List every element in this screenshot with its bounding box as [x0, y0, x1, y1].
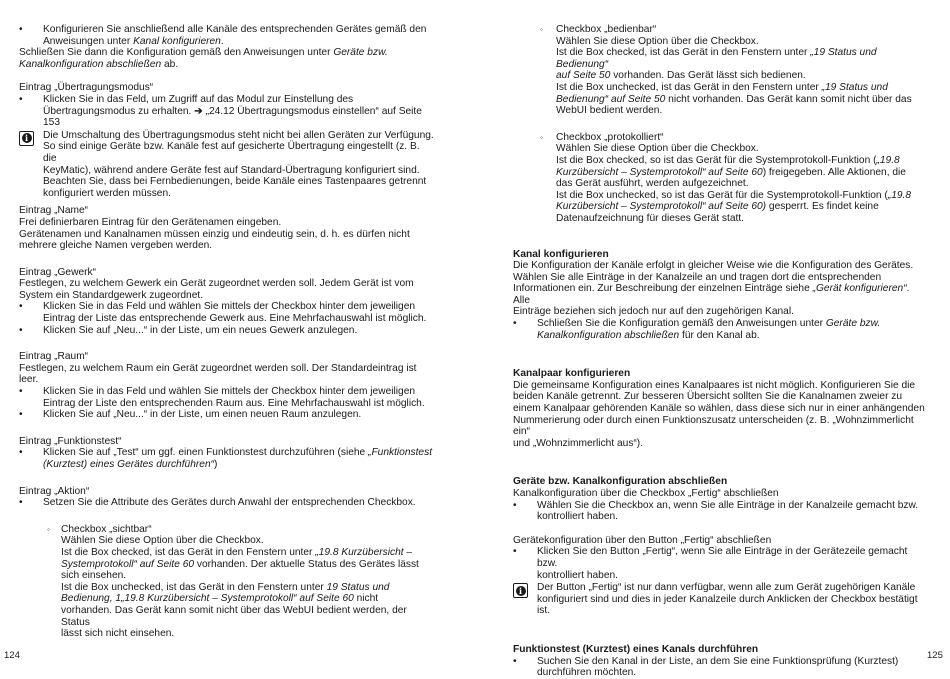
entry-title: Eintrag „Name“	[19, 205, 89, 217]
section-heading: Funktionstest (Kurztest) eines Kanals durchführen	[513, 643, 759, 655]
paragraph: Festlegen, zu welchem Gewerk ein Gerät zugeordnet werden soll. Jedem Gerät ist vom System ein Standardgewerk zugeordnet.	[19, 278, 414, 301]
entry-title: Eintrag „Aktion“	[19, 485, 90, 497]
list-item: • Klicken Sie in das Feld und wählen Sie mittels der Checkbox hinter dem jeweiligen Eintrag der Liste den entsprechenden Raum aus. Eine Mehrfachauswahl ist möglich.	[19, 386, 425, 409]
left-page	[19, 24, 434, 640]
list-item: • Wählen Sie die Checkbox an, wenn Sie alle Einträge in der Kanalzeile gemacht bzw. kontrolliert haben.	[513, 499, 919, 523]
checkbox-option-bedienbar: ◦ Checkbox „bedienbar“ Wählen Sie diese Option über die Checkbox. Ist die Box checked, ist das Gerät in den Fenstern unter „19 Status und Bedienung“ auf Seite 50 vorhanden. Das Gerät lässt sich bedienen. Ist die Box unchecked, ist das Gerät in den Fenstern unter „19 Status und Bedienung“ auf Seite 50 nicht vorhanden. Das Gerät kann somit nicht über das WebUI bedient werden.	[540, 24, 912, 117]
entry-title: Eintrag „Funktionstest“	[19, 435, 122, 447]
entry-title: Eintrag „Gewerk“	[19, 266, 96, 278]
list-item: • Schließen Sie die Konfiguration gemäß den Anweisungen unter Geräte bzw. Kanalkonfiguration abschließen für den Kanal ab.	[513, 318, 881, 341]
section-heading: Kanal konfigurieren	[513, 248, 609, 260]
list-item: • Klicken Sie auf „Neu...“ in der Liste, um ein neues Gewerk anzulegen.	[19, 324, 358, 336]
info-icon: i	[513, 583, 528, 598]
info-icon: i	[19, 131, 34, 146]
entry-title: Eintrag „Raum“	[19, 351, 89, 363]
list-item: • Konfigurieren Sie anschließend alle Kanäle des entsprechenden Gerätes gemäß den Anweisungen unter Kanal konfigurieren.	[19, 24, 427, 47]
checkbox-option-sichtbar: ◦ Checkbox „sichtbar“ Wählen Sie diese Option über die Checkbox. Ist die Box checked, ist das Gerät in den Fenstern unter „19.8 Kurzübersicht – Systemprotokoll“ auf Seite 60 vorhanden. Der aktuelle Status des Gerätes lässt sich einsehen. Ist die Box unchecked, ist das Gerät in den Fenstern unter 19 Status und Bedienung, 1„19.8 Kurzübersicht – Systemprotokoll“ auf Seite 60 nicht vorhanden. Das Gerät kann somit nicht über das WebUI bedient werden, der Status lässt sich nicht einsehen.	[47, 523, 419, 640]
section-heading: Kanalpaar konfigurieren	[513, 368, 631, 380]
section-heading: Geräte bzw. Kanalkonfiguration abschließen	[513, 476, 728, 488]
checkbox-bullet: ◦	[540, 132, 543, 142]
paragraph: Die Konfiguration der Kanäle erfolgt in gleicher Weise wie die Konfiguration des Gerätes. Wählen Sie alle Einträge in der Kanalzeile an und tragen dort die entsprechenden Informationen ein. Zur Beschreibung der einzelnen Einträge siehe „Gerät konfigurieren“. Alle Einträge beziehen sich jedoch nur auf den zugehörigen Kanal.	[513, 260, 914, 318]
entry-title: Eintrag „Übertragungsmodus“	[19, 82, 154, 94]
paragraph: Frei definierbaren Eintrag für den Gerätenamen eingeben. Gerätenamen und Kanalnamen müssen einzig und eindeutig sein, d. h. es dürfen nicht mehrere gleiche Namen vergeben werden.	[19, 216, 410, 252]
list-item: • Suchen Sie den Kanal in der Liste, an dem Sie eine Funktionsprüfung (Kurztest) durchführen möchten.	[513, 655, 899, 679]
paragraph: Festlegen, zu welchem Raum ein Gerät zugeordnet werden soll. Der Standardeintrag ist leer.	[19, 362, 417, 386]
paragraph: Die gemeinsame Konfiguration eines Kanalpaares ist nicht möglich. Konfigurieren Sie die beiden Kanäle getrennt. Zur besseren Übersicht sollten Sie die Kanalnamen zweier zu einem Kanalpaar gehörenden Kanäle so wählen, dass diese sich nur in einer anhängenden Nummerierung oder durch einen Funktionszusatz unterscheiden (z. B. „Wohnzimmerlicht ein“ und „Wohnzimmerlicht aus“).	[513, 379, 925, 449]
info-note: i Der Button „Fertig“ ist nur dann verfügbar, wenn alle zum Gerät zugehörigen Kanäle konfiguriert sind und dies in jeder Kanalzeile durch Anklicken der Checkbox bestätigt ist.	[513, 582, 928, 617]
page-number-left: 124	[4, 650, 20, 661]
right-page	[513, 24, 928, 679]
list-item: • Klicken Sie in das Feld und wählen Sie mittels der Checkbox hinter dem jeweiligen Eintrag der Liste das entsprechende Gewerk aus. Eine Mehrfachauswahl ist möglich.	[19, 301, 427, 325]
arrow-icon: ➔	[194, 105, 203, 117]
subheading: Gerätekonfiguration über den Button „Fertig“ abschließen	[513, 534, 772, 546]
list-item: • Klicken Sie in das Feld, um Zugriff auf das Modul zur Einstellung des Übertragungsmodus zu erhalten. ➔ „24.12 Übertragungsmodus einstellen“ auf Seite 153	[19, 93, 422, 129]
list-item: • Setzen Sie die Attribute des Gerätes durch Anwahl der entsprechenden Checkbox.	[19, 497, 416, 509]
checkbox-bullet: ◦	[47, 524, 50, 534]
info-note: i Die Umschaltung des Übertragungsmodus steht nicht bei allen Geräten zur Verfügung. So sind einige Geräte bzw. Kanäle fest auf gesicherte Übertragung eingestellt (z. B. die KeyMatic), während andere Geräte fest auf Standard-Übertragung konfiguriert sind. Beachten Sie, dass bei Fernbedienungen, beide Kanäle eines Tastenpaares getrennt konfiguriert werden müssen.	[19, 130, 434, 200]
list-item: • Klicken Sie auf „Test“ um ggf. einen Funktionstest durchzuführen (siehe „Funktionstest (Kurztest) eines Gerätes durchführen“)	[19, 447, 433, 470]
list-item: • Klicken Sie auf „Neu...“ in der Liste, um einen neuen Raum anzulegen.	[19, 409, 362, 421]
paragraph: Schließen Sie dann die Konfiguration gemäß den Anweisungen unter Geräte bzw. Kanalkonfiguration abschließen ab.	[19, 47, 388, 70]
checkbox-bullet: ◦	[540, 25, 543, 34]
list-item: • Klicken Sie den Button „Fertig“, wenn Sie alle Einträge in der Gerätezeile gemacht bzw. kontrolliert haben.	[513, 546, 908, 581]
page-number-right: 125	[927, 650, 943, 661]
subheading: Kanalkonfiguration über die Checkbox „Fertig“ abschließen	[513, 488, 779, 499]
checkbox-option-protokolliert: ◦ Checkbox „protokolliert“ Wählen Sie diese Option über die Checkbox. Ist die Box checked, so ist das Gerät für die Systemprotokoll-Funktion („19.8 Kurzübersicht – Systemprotokoll“ auf Seite 60) freigegeben. Alle Aktionen, die das Gerät ausführt, werden aufgezeichnet. Ist die Box unchecked, so ist das Gerät für die Systemprotokoll-Funktion („19.8 Kurzübersicht – Systemprotokoll“ auf Seite 60) gesperrt. Es findet keine Datenaufzeichnung für dieses Gerät statt.	[540, 131, 912, 224]
bullet: •	[19, 24, 23, 35]
